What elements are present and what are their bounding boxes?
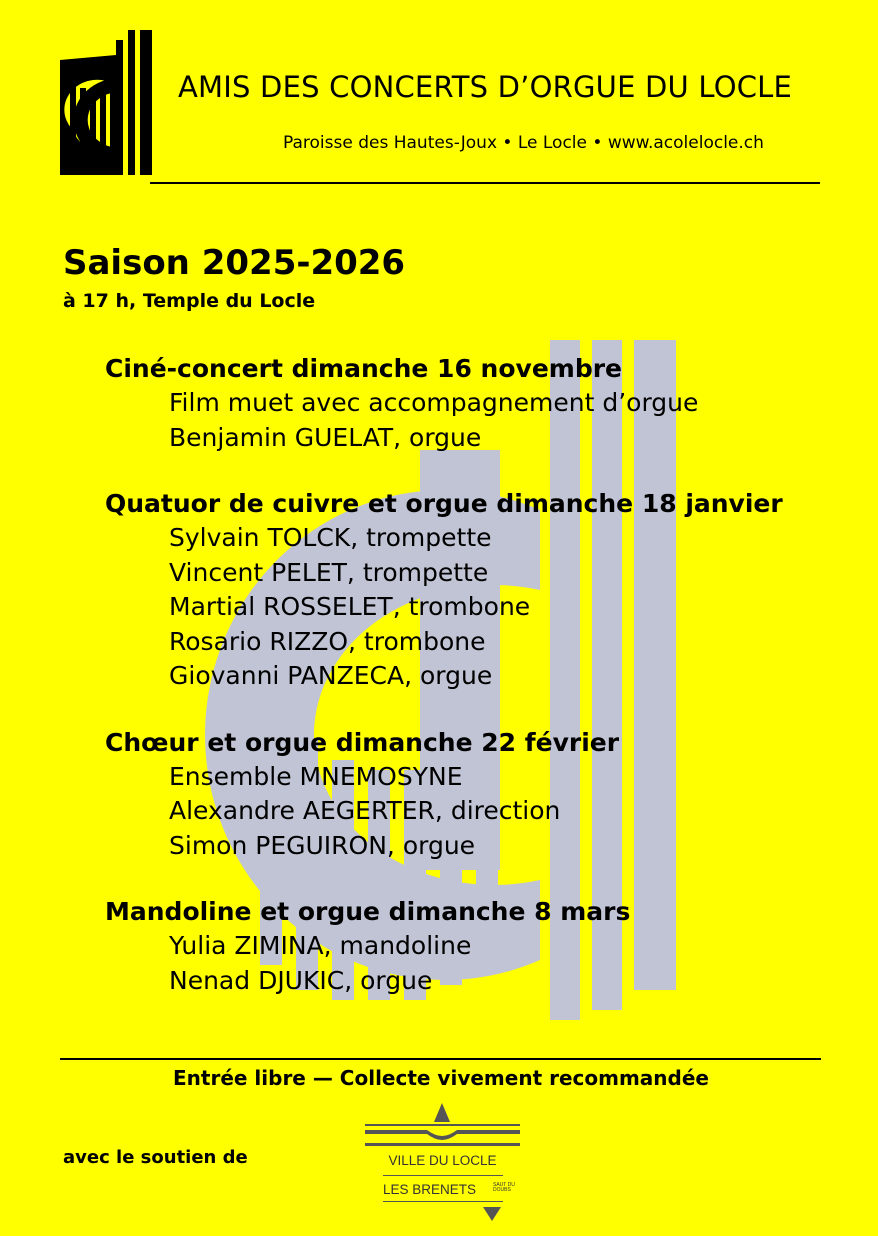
concert-detail: Martial ROSSELET, trombone [169,592,531,621]
concert-detail: Vincent PELET, trompette [169,557,489,587]
concert-title: Chœur et orgue dimanche 22 février [105,727,620,757]
concert-detail: Simon PEGUIRON, orgue [169,830,476,860]
concert-detail: Alexandre AEGERTER, direction [169,796,561,825]
concert-detail: Ensemble MNEMOSYNE [169,761,463,791]
acol-organ-logo-icon [58,30,158,180]
concert-title: Ciné-concert dimanche 16 novembre [105,354,623,383]
sponsor-name-line2: LES BRENETS [383,1182,477,1197]
concert-detail: Nenad DJUKIC, orgue [169,965,433,995]
concert-item [105,352,865,455]
concert-detail: Film muet avec accompagnement d’orgue [169,388,699,417]
concert-detail: Sylvain TOLCK, trompette [169,523,492,552]
concert-item [105,726,865,864]
concert-detail: Yulia ZIMINA, mandoline [169,931,472,960]
entry-notice: Entrée libre — Collecte vivement recommandée [173,1066,709,1090]
header-divider [150,182,820,184]
footer-divider [60,1058,821,1060]
concert-item [105,895,865,998]
season-time-place: à 17 h, Temple du Locle [63,290,316,312]
season-title: Saison 2025-2026 [63,243,406,283]
concert-title: Mandoline et orgue dimanche 8 mars [105,897,631,926]
sponsor-tagline [493,1183,515,1193]
sponsor-tagline-1: SAUT DU [493,1182,515,1188]
concert-detail: Giovanni PANZECA, orgue [169,661,493,690]
organization-name: AMIS DES CONCERTS D’ORGUE DU LOCLE [178,70,793,104]
concert-detail: Benjamin GUELAT, orgue [169,422,482,452]
concert-detail: Rosario RIZZO, trombone [169,626,486,656]
sponsor-tagline-2: DOUBS [493,1187,511,1193]
concert-item [105,487,865,694]
concert-title: Quatuor de cuivre et orgue dimanche 18 janvier [105,489,783,518]
sponsor-name-line1: VILLE DU LOCLE [388,1153,497,1168]
sponsor-logo [365,1103,520,1223]
support-label: avec le soutien de [63,1147,248,1168]
concert-list [105,352,865,1030]
organization-subtitle: Paroisse des Hautes-Joux • Le Locle • www.acolelocle.ch [283,133,764,153]
